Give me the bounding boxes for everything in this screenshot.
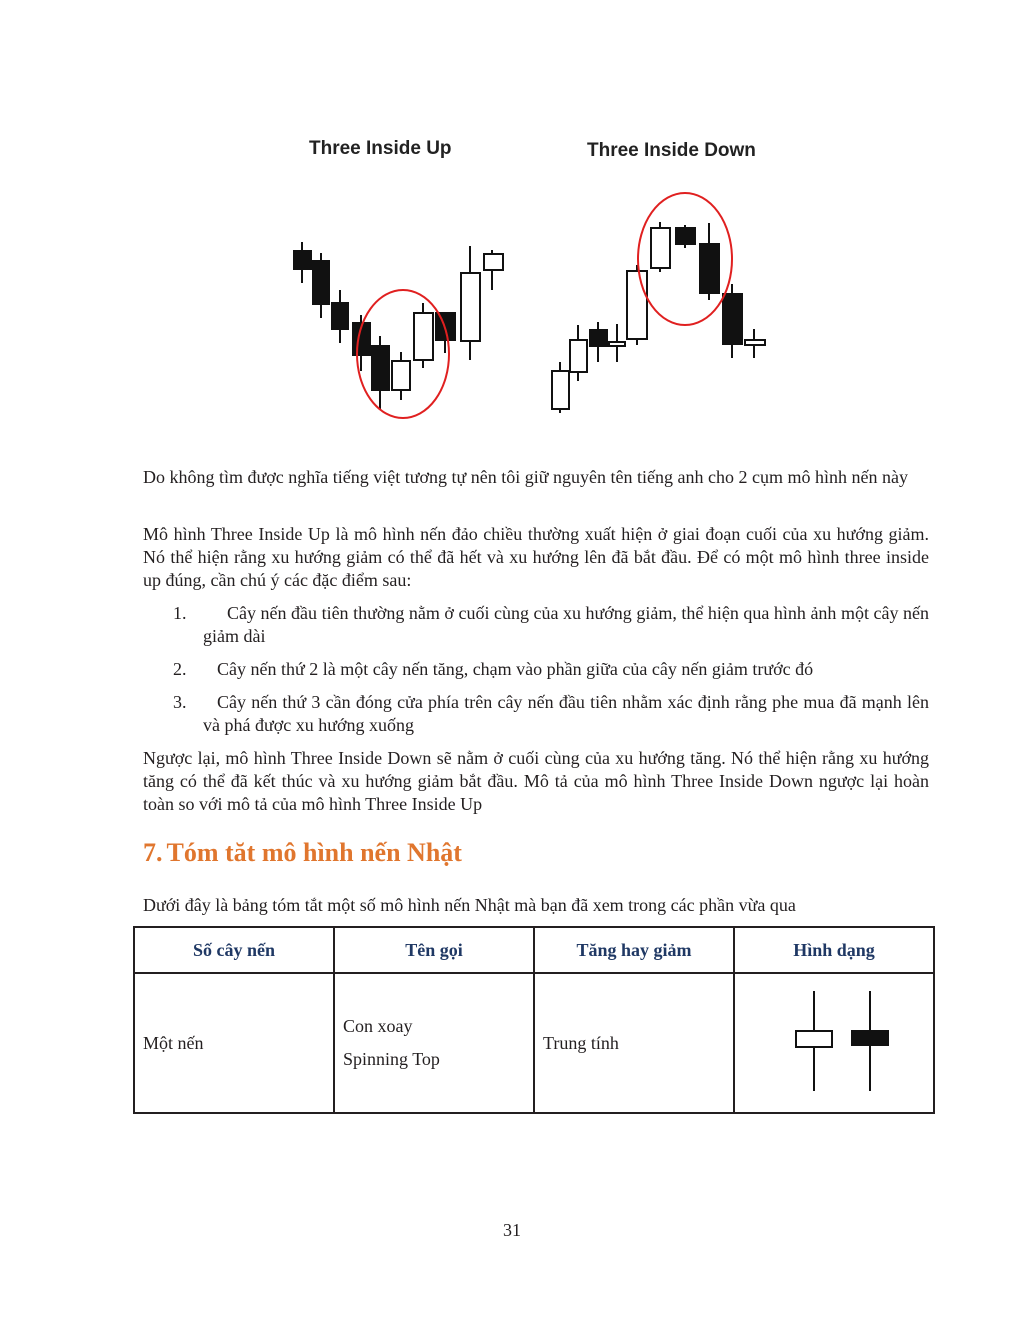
up-candle-5 (372, 346, 389, 390)
name-vietnamese: Con xoay (343, 1016, 413, 1036)
list-number: 1. (173, 603, 187, 623)
name-english: Spinning Top (343, 1049, 440, 1069)
three-inside-down-title: Three Inside Down (587, 140, 756, 161)
section-heading (143, 838, 462, 868)
three-inside-up-chart (294, 242, 503, 409)
down-candle-6 (651, 228, 670, 268)
table-intro: Dưới đây là bảng tóm tắt một số mô hình nến Nhật mà bạn đã xem trong các phần vừa qua (143, 895, 796, 915)
list-text: Cây nến đầu tiên thường nằm ở cuối cùng của xu hướng giảm, thể hiện qua hình ảnh một cây nến giảm dài (203, 603, 929, 646)
up-candle-9 (461, 273, 480, 341)
table-header-row (134, 927, 934, 973)
header-shape: Hình dạng (734, 927, 934, 973)
cell-direction: Trung tính (534, 973, 734, 1113)
candlestick-diagrams (0, 0, 1024, 440)
paragraph-three-inside-down: Ngược lại, mô hình Three Inside Down sẽ nằm ở cuối cùng của xu hướng tăng. Nó thể hiện rằng xu hướng tăng có thể đã kết thúc và xu hướng giảm bắt đầu. Mô tả của mô hình Three Inside Down ngược lại hoàn toàn so với mô tả của mô hình Three Inside Up (143, 748, 929, 814)
list-number: 3. (173, 692, 187, 712)
summary-table (133, 926, 935, 1114)
header-direction: Tăng hay giảm (534, 927, 734, 973)
candlestick-figure (0, 0, 1024, 440)
up-candle-10 (484, 254, 503, 270)
list-item-2 (143, 658, 929, 681)
section-title: Tóm tăt mô hình nến Nhật (166, 838, 462, 867)
section-number: 7. (143, 838, 163, 867)
cell-candle-count: Một nến (134, 973, 334, 1113)
up-candle-2 (313, 261, 329, 304)
list-text: Cây nến thứ 3 cần đóng cửa phía trên cây nến đầu tiên nhằm xác định rằng phe mua đã mạnh lên và phá được xu hướng xuống (203, 692, 929, 735)
header-candle-count: Số cây nến (134, 927, 334, 973)
down-candle-5 (627, 271, 647, 339)
list-item-1 (143, 602, 929, 648)
list-text: Cây nến thứ 2 là một cây nến tăng, chạm vào phần giữa của cây nến giảm trước đó (217, 659, 814, 679)
table-row (134, 973, 934, 1113)
spinning-top-black (852, 1031, 888, 1045)
up-candle-1 (294, 251, 311, 269)
list-item-3 (143, 691, 929, 737)
down-candle-7 (676, 228, 695, 244)
down-candle-1 (552, 371, 569, 409)
paragraph-three-inside-up: Mô hình Three Inside Up là mô hình nến đảo chiều thường xuất hiện ở giai đoạn cuối của xu hướng giảm. Nó thể hiện rằng xu hướng giảm có thể đã hết và xu hướng lên đã bắt đầu. Để có một mô hình three inside up đúng, cần chú ý các đặc điểm sau: (143, 524, 929, 590)
page-number: 31 (503, 1220, 521, 1240)
spinning-top-white (796, 1031, 832, 1047)
three-inside-up-title: Three Inside Up (309, 138, 452, 159)
down-candle-9 (723, 294, 742, 344)
spinning-top-icons (779, 989, 889, 1093)
down-candle-2 (570, 340, 587, 372)
list-number: 2. (173, 659, 187, 679)
up-candle-6 (392, 361, 410, 390)
up-candle-3 (332, 303, 348, 329)
cell-name (334, 973, 534, 1113)
paragraph-intro: Do không tìm được nghĩa tiếng việt tương tự nên tôi giữ nguyên tên tiếng anh cho 2 cụm mô hình nến này (143, 467, 908, 487)
down-candle-10 (745, 340, 765, 345)
header-name: Tên gọi (334, 927, 534, 973)
three-inside-down-chart (552, 222, 765, 413)
down-candle-8 (700, 244, 719, 293)
cell-shape (734, 973, 934, 1113)
down-candle-4 (609, 342, 625, 346)
up-candle-7 (414, 313, 433, 360)
down-candle-3 (590, 330, 607, 346)
